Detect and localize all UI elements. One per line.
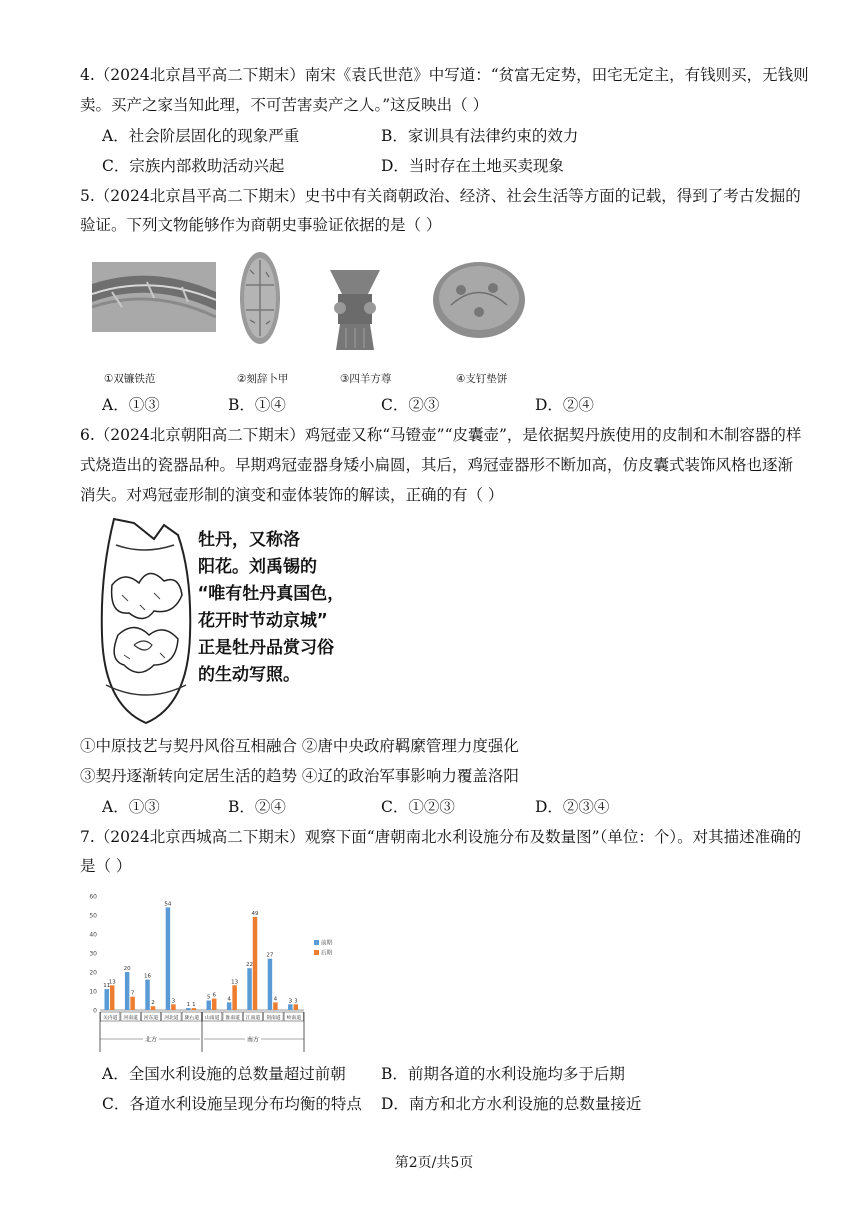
q4-option-c[interactable]: C．宗族内部救助活动兴起	[102, 157, 285, 175]
q7-option-a[interactable]: A．全国水利设施的总数量超过前朝	[102, 1065, 346, 1083]
q6-items-line1: ①中原技艺与契丹风俗互相融合 ②唐中央政府羁縻管理力度强化	[80, 737, 519, 755]
bar-late	[151, 1006, 155, 1010]
page-footer: 第2页/共5页	[394, 1155, 474, 1171]
peony-text-line6: 的生动写照。	[198, 665, 300, 685]
bar-early	[268, 959, 272, 1010]
bar-data-label: 4	[273, 996, 278, 1003]
bar-early	[247, 968, 251, 1010]
q4-stem-line2: 卖。买产之家当知此理，不可苦害卖产之人。”这反映出（ ）	[80, 96, 489, 114]
x-tick-label: 关内道	[102, 1015, 118, 1021]
peony-text-line3: “唯有牡丹真国色，	[198, 584, 345, 604]
bar-data-label: 4	[227, 996, 231, 1003]
bar-early	[227, 1002, 231, 1010]
y-tick-label: 30	[89, 950, 97, 958]
bar-data-label: 27	[266, 952, 274, 959]
q5-option-b[interactable]: B．①④	[228, 396, 286, 414]
caption-four-ram-zun: ③四羊方尊	[340, 373, 392, 385]
y-tick-label: 50	[89, 912, 97, 920]
group-label-south: 南方	[246, 1036, 260, 1044]
y-tick-label: 10	[89, 988, 97, 996]
oracle-plastron-image	[238, 250, 282, 346]
q5-option-a[interactable]: A．①③	[102, 396, 160, 414]
q7-stem-line2: 是（ ）	[80, 857, 132, 875]
group-label-north: 北方	[144, 1036, 158, 1044]
q6-option-d[interactable]: D．②③④	[535, 798, 610, 816]
bar-late	[294, 1004, 298, 1010]
bar-early	[104, 989, 108, 1010]
bar-late	[110, 985, 114, 1010]
bar-late	[232, 985, 236, 1010]
x-tick-label: 淮南道	[225, 1015, 240, 1021]
peony-text-line1: 牡丹，又称洛	[198, 530, 300, 550]
bar-data-label: 1	[186, 1002, 191, 1009]
bar-data-label: 49	[251, 910, 259, 917]
caption-oracle-plastron: ②刻辞卜甲	[237, 373, 289, 385]
q6-stem-line2: 式烧造出的瓷器品种。早期鸡冠壶器身矮小扁圆，其后，鸡冠壶器形不断加高，仿皮囊式装饰风格也逐渐	[80, 456, 794, 474]
legend-swatch	[314, 940, 319, 945]
bar-data-label: 7	[130, 990, 135, 997]
q7-option-b[interactable]: B．前期各道的水利设施均多于后期	[381, 1065, 625, 1083]
bar-data-label: 3	[288, 998, 293, 1005]
bar-data-label: 16	[144, 973, 152, 980]
four-ram-zun-image	[328, 268, 382, 352]
bar-early	[125, 972, 129, 1010]
bar-data-label: 11	[103, 983, 111, 990]
bar-data-label: 22	[246, 962, 254, 969]
q6-option-b[interactable]: B．②④	[228, 798, 286, 816]
bar-data-label: 1	[192, 1002, 196, 1009]
y-tick-label: 0	[93, 1007, 97, 1015]
y-tick-label: 40	[89, 931, 97, 939]
peony-text-line4: 花开时节动京城”	[198, 611, 328, 631]
q5-stem-line2: 验证。下列文物能够作为商朝史事验证依据的是（ ）	[80, 216, 442, 234]
legend-swatch	[314, 950, 319, 955]
bar-late	[171, 1004, 175, 1010]
y-tick-label: 20	[89, 969, 97, 977]
bar-data-label: 3	[171, 998, 176, 1005]
q4-option-a[interactable]: A．社会阶层固化的现象严重	[102, 127, 300, 145]
bar-early	[166, 907, 170, 1010]
x-tick-label: 河北道	[164, 1015, 179, 1021]
caption-nail-kiln-pad: ④支钉垫饼	[456, 373, 508, 385]
iron-mold-image	[92, 262, 216, 332]
bar-late	[212, 999, 216, 1010]
q4-option-d[interactable]: D．当时存在土地买卖现象	[381, 157, 564, 175]
legend-label: 后期	[321, 950, 333, 957]
water-facilities-chart	[82, 888, 354, 1056]
q4-stem-line1: 4.（2024北京昌平高二下期末）南宋《袁氏世范》中写道：“贫富无定势，田宅无定主，有钱则买，无钱则	[80, 66, 809, 84]
x-tick-label: 河南道	[123, 1015, 138, 1021]
nail-kiln-pad-image	[431, 260, 527, 340]
x-tick-label: 剑南道	[266, 1015, 281, 1021]
y-tick-label: 60	[89, 893, 97, 901]
q7-option-c[interactable]: C．各道水利设施呈现分布均衡的特点	[102, 1095, 362, 1113]
bar-early	[288, 1004, 292, 1010]
q6-option-a[interactable]: A．①③	[102, 798, 160, 816]
bar-data-label: 20	[123, 966, 131, 972]
q6-items-line2: ③契丹逐渐转向定居生活的趋势 ④辽的政治军事影响力覆盖洛阳	[80, 767, 519, 785]
q5-option-d[interactable]: D．②④	[535, 396, 594, 414]
x-tick-label: 岭南道	[286, 1015, 302, 1021]
legend-label: 前期	[321, 940, 333, 947]
x-tick-label: 陇右道	[184, 1015, 200, 1021]
bar-late	[192, 1008, 196, 1010]
bar-early	[145, 980, 149, 1010]
bar-data-label: 6	[212, 992, 216, 999]
cockscomb-pot-sketch	[94, 515, 198, 727]
bar-early	[186, 1008, 190, 1010]
q6-stem-line3: 消失。对鸡冠壶形制的演变和壶体装饰的解读，正确的有（ ）	[80, 486, 504, 504]
q7-option-d[interactable]: D．南方和北方水利设施的总数量接近	[381, 1095, 642, 1113]
bar-data-label: 2	[151, 1000, 155, 1007]
bar-data-label: 5	[206, 994, 211, 1001]
peony-text-line5: 正是牡丹品赏习俗	[198, 638, 334, 658]
x-tick-label: 江南道	[245, 1015, 261, 1021]
caption-iron-mold: ①双镰铁范	[104, 373, 156, 385]
bar-early	[206, 1001, 210, 1011]
bar-data-label: 3	[294, 998, 298, 1005]
bar-late	[253, 917, 257, 1010]
bar-data-label: 54	[164, 901, 172, 908]
bar-data-label: 13	[231, 979, 239, 986]
q6-option-c[interactable]: C．①②③	[381, 798, 455, 816]
q5-stem-line1: 5.（2024北京昌平高二下期末）史书中有关商朝政治、经济、社会生活等方面的记载，得到了考古发掘的	[80, 187, 801, 205]
x-tick-label: 河东道	[143, 1015, 159, 1021]
bar-data-label: 13	[108, 979, 116, 986]
q7-stem-line1: 7.（2024北京西城高二下期末）观察下面“唐朝南北水利设施分布及数量图”（单位：个）。对其描述准确的	[80, 828, 802, 846]
x-tick-label: 山南道	[204, 1015, 220, 1021]
peony-text-line2: 阳花。刘禹锡的	[198, 557, 317, 577]
q6-stem-line1: 6.（2024北京朝阳高二下期末）鸡冠壶又称“马镫壶”“皮囊壶”，是依据契丹族使用的皮制和木制容器的样	[80, 426, 802, 444]
bar-late	[273, 1002, 277, 1010]
bar-late	[130, 997, 134, 1010]
q4-option-b[interactable]: B．家训具有法律约束的效力	[381, 127, 579, 145]
q5-option-c[interactable]: C．②③	[381, 396, 440, 414]
